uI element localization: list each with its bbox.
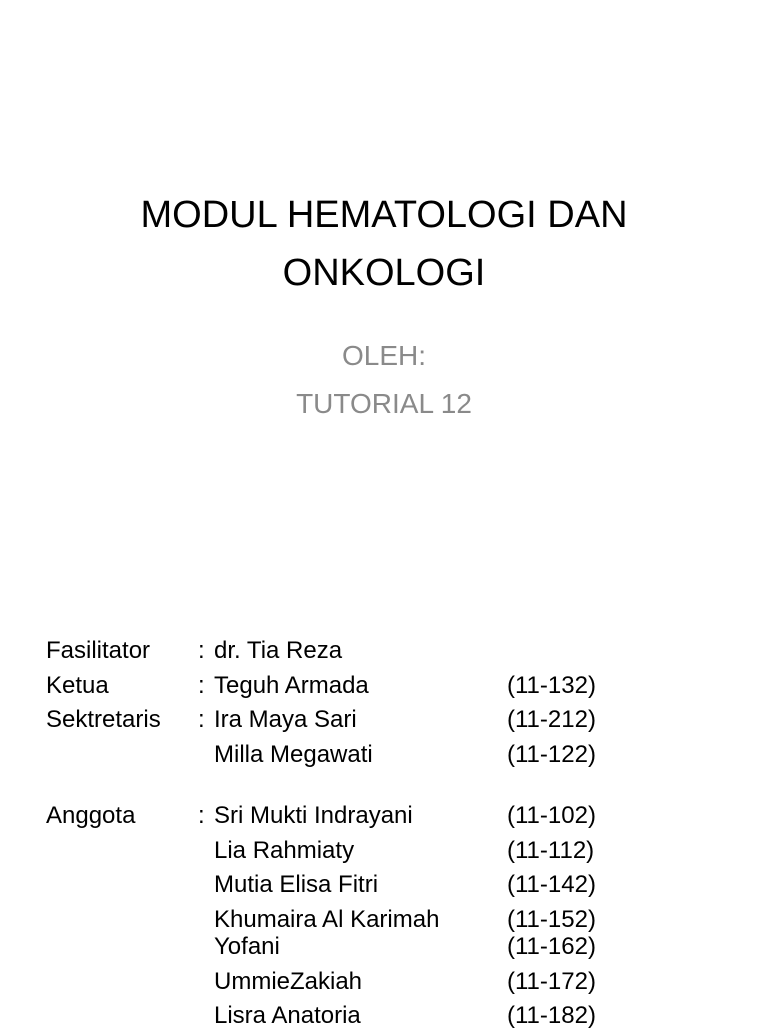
member-row — [46, 999, 746, 1034]
member-name: Sri Mukti Indrayani — [214, 802, 413, 829]
member-colon: : — [198, 637, 205, 664]
member-row — [46, 834, 746, 869]
member-role: Fasilitator — [46, 637, 151, 664]
member-role: Sektretaris — [46, 706, 161, 733]
member-name: Ira Maya Sari — [214, 706, 357, 733]
member-row — [46, 903, 746, 931]
member-row — [46, 868, 746, 903]
member-id: (11-132) — [507, 671, 596, 699]
document-title — [0, 186, 768, 302]
member-role: Ketua — [46, 671, 109, 699]
member-name: UmmieZakiah — [214, 967, 363, 995]
member-colon: : — [198, 802, 205, 829]
member-id: (11-182) — [507, 1002, 596, 1029]
document-subtitle — [0, 332, 768, 428]
member-row — [46, 930, 746, 965]
member-name: Khumaira Al Karimah — [214, 905, 440, 933]
member-role: Anggota — [46, 802, 136, 829]
title-line-2: ONKOLOGI — [282, 252, 486, 294]
member-name: Milla Megawati — [214, 740, 373, 768]
member-name: Lia Rahmiaty — [214, 836, 355, 864]
subtitle-line-2: TUTORIAL 12 — [296, 388, 472, 419]
member-name: Teguh Armada — [214, 671, 369, 699]
member-row — [46, 799, 746, 834]
member-id: (11-112) — [507, 836, 595, 864]
member-row — [46, 965, 746, 1000]
member-row — [46, 703, 746, 738]
member-name: Lisra Anatoria — [214, 1002, 361, 1029]
member-id: (11-152) — [507, 905, 596, 933]
member-colon: : — [198, 671, 205, 699]
member-name: Yofani — [214, 933, 280, 960]
member-id: (11-212) — [507, 706, 596, 733]
member-name: dr. Tia Reza — [214, 637, 343, 664]
member-row — [46, 669, 746, 704]
member-row — [46, 634, 746, 669]
member-id: (11-142) — [507, 871, 596, 898]
member-colon: : — [198, 706, 205, 733]
subtitle-line-1: OLEH: — [341, 340, 427, 371]
member-row — [46, 738, 746, 773]
member-id: (11-162) — [507, 933, 596, 960]
member-id: (11-122) — [507, 740, 596, 768]
member-name: Mutia Elisa Fitri — [214, 871, 379, 898]
member-id: (11-172) — [507, 967, 596, 995]
member-list — [46, 634, 746, 1034]
title-line-1: MODUL HEMATOLOGI DAN — [140, 194, 628, 236]
member-id: (11-102) — [507, 802, 596, 829]
